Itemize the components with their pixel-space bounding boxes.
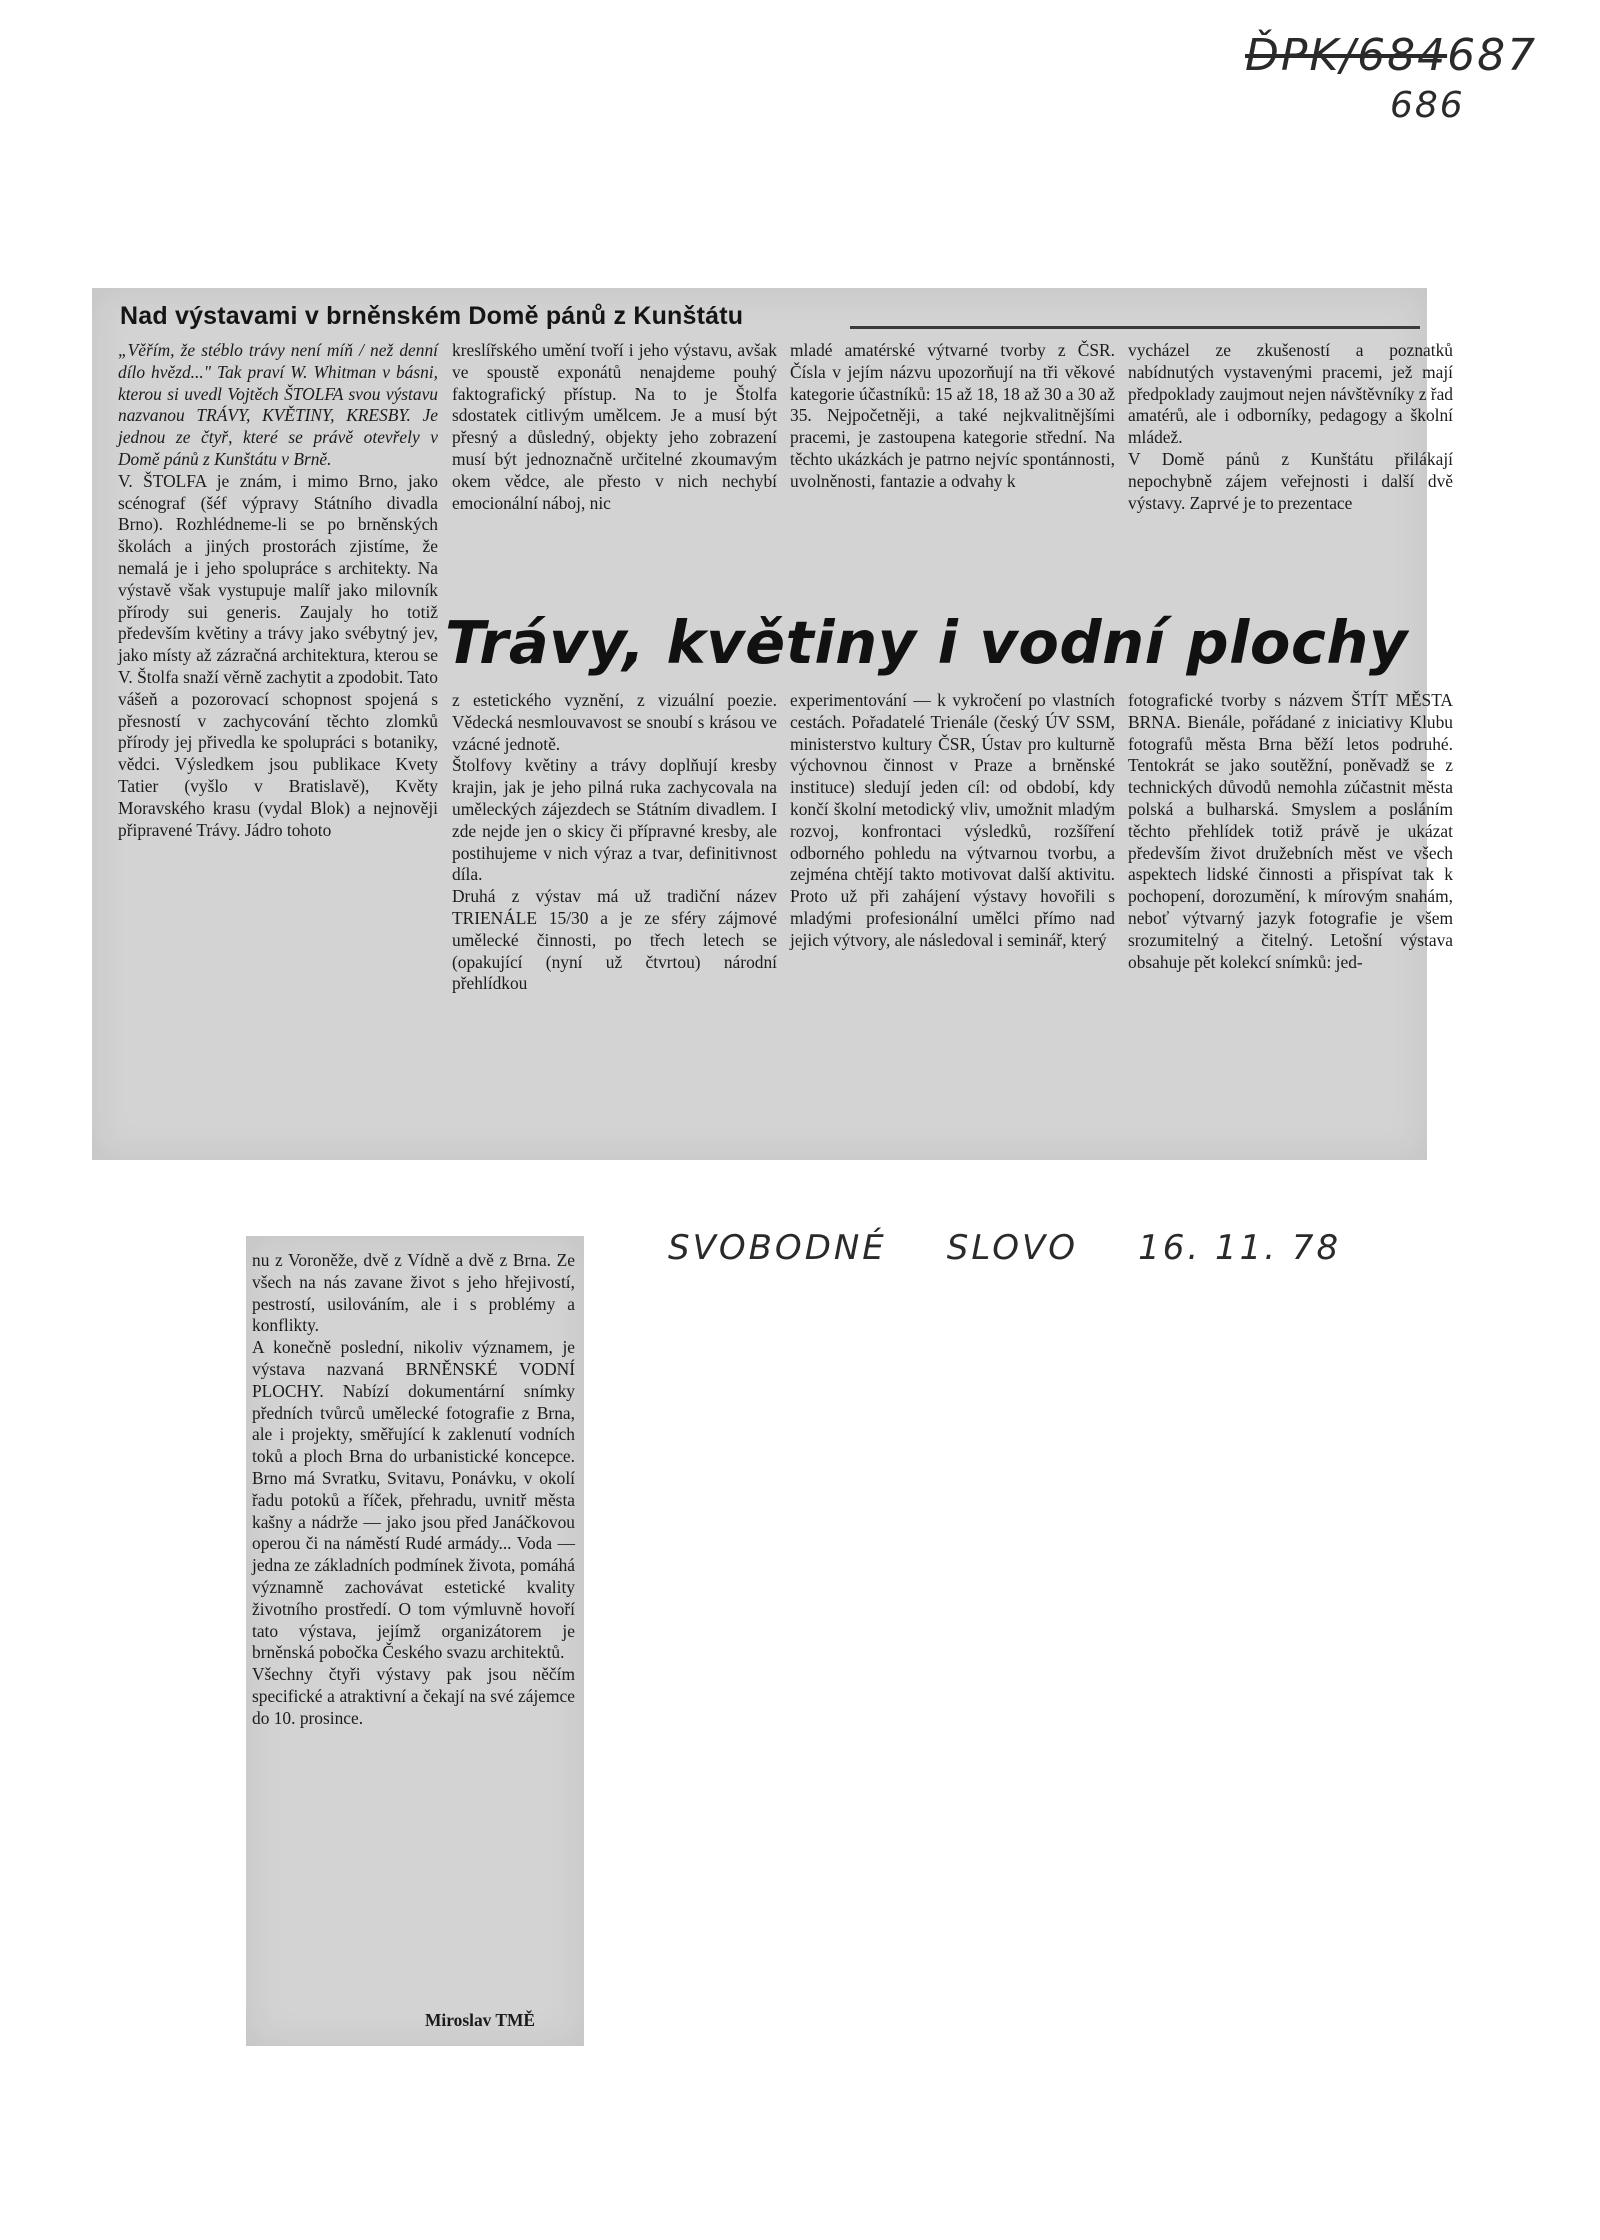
article-headline: Trávy, květiny i vodní plochy: [445, 608, 1408, 677]
archive-reference-number: 687: [1447, 30, 1538, 81]
kicker-rule: [850, 326, 1420, 329]
archive-reference-struck: ĎPK/684: [1245, 30, 1448, 81]
article-column-4-bottom: fotografické tvorby s názvem ŠTÍT MĚSTA BRNA. Bienále, pořádané z iniciativy Klubu fotografů města Brna běží letos podruhé. Tentokrát se jako soutěžní, poněvadž se z technických důvodů nemohla zúčastnit města polská a bulharská. Smyslem a posláním těchto přehlídek totiž právě je ukázat především život družebních měst ve všech aspektech lidské činnosti a přispívat tak k pochopení, dorozumění, k mírovým snahám, neboť výtvarný jazyk fotografie je všem srozumitelný a čitelný. Letošní výstava obsahuje pět kolekcí snímků: jed-: [1128, 690, 1453, 972]
archive-number-handwritten: 686: [1390, 85, 1465, 126]
article-column-continuation: nu z Voroněže, dvě z Vídně a dvě z Brna. Ze všech na nás zavane život s jeho hřejivostí, pestrostí, usilováním, ale i s problémy a konflikty. A konečně poslední, nikoliv významem, je výstava nazvaná BRNĚNSKÉ VODNÍ PLOCHY. Nabízí dokumentární snímky předních tvůrců umělecké fotografie z Brna, ale i projekty, směřující k zaklenutí vodních toků a ploch Brna do urbanistické koncepce. Brno má Svratku, Svitavu, Ponávku, v okolí řadu potoků a říček, přehradu, uvnitř města kašny a nádrže — jako jsou před Janáčkovou operou či na náměstí Rudé armády... Voda — jedna ze základních podmínek života, pomáhá významně zachovávat estetické kvality životního prostředí. O tom výmluvně hovoří tato výstava, jejímž organizátorem je brněnská pobočka Českého svazu architektů. Všechny čtyři výstavy pak jsou něčím specifické a atraktivní a čekají na své zájemce do 10. prosince.: [252, 1250, 575, 1728]
article-column-3-bottom: experimentování — k vykročení po vlastních cestách. Pořadatelé Trienále (český ÚV SSM, ministerstvo kultury ČSR, Ústav pro kulturně výchovnou činnost v Praze a brněnské instituce) sledují jeden cíl: od období, kdy končí školní metodický vliv, umožnit mladým rozvoj, konfrontaci výsledků, rozšíření odborného pohledu na výtvarnou tvorbu, a zejména chtějí takto motivovat další aktivitu. Proto už při zahájení výstavy hovořili s mladými profesionální umělci přímo nad jejich výtvory, ale následoval i seminář, který: [790, 690, 1115, 950]
article-column-4-top: vycházel ze zkušeností a poznatků nabídnutých vystavenými pracemi, jež mají předpoklady zaujmout nejen návštěvníky z řad amatérů, ale i odborníky, pedagogy a školní mládež. V Domě pánů z Kunštátu přilákají nepochybně zájem veřejnosti i další dvě výstavy. Zaprvé je to prezentace: [1128, 340, 1454, 513]
article-column-3-top: mladé amatérské výtvarné tvorby z ČSR. Čísla v jejím názvu upozorňují na tři věkové kategorie účastníků: 15 až 18, 18 až 30 a 30 až 35. Nejpočetněji, a také nejkvalitnějšími pracemi, je zastoupena kategorie střední. Na těchto ukázkách je patrno nejvíc spontánnosti, uvolněnosti, fantazie a odvahy k: [790, 340, 1115, 491]
article-byline: Miroslav TMĚ: [425, 2010, 535, 2030]
article-intro: „Věřím, že stéblo trávy není míň / než denní dílo hvězd..." Tak praví W. Whitman v básni, kterou si uvedl Vojtěch ŠTOLFA svou výstavu nazvanou TRÁVY, KVĚTINY, KRESBY. Je jednou ze čtyř, které se právě otevřely v Domě pánů z Kunštátu v Brně.: [118, 340, 438, 469]
source-paper-name-2: SLOVO: [946, 1228, 1079, 1268]
archive-reference-handwritten: [1245, 30, 1537, 81]
article-column-2-bottom: z estetického vyznění, z vizuální poezie. Vědecká nesmlouvavost se snoubí s krásou ve vzácné jednotě. Štolfovy květiny a trávy doplňují kresby krajin, jak je jeho pilná ruka zachycovala na uměleckých zájezdech se Státním divadlem. I zde nejde jen o skicy či přípravné kresby, ale postihujeme v nich výraz a tvar, definitivnost díla. Druhá z výstav má už tradiční název TRIENÁLE 15/30 a je ze sféry zájmové umělecké činnosti, po třech letech se (opakující (nyní už čtvrtou) národní přehlídkou: [452, 690, 777, 994]
article-kicker: Nad výstavami v brněnském Domě pánů z Kunštátu: [120, 302, 744, 330]
article-column-1-body: V. ŠTOLFA je znám, i mimo Brno, jako scénograf (šéf výpravy Státního divadla Brno). Rozhlédneme-li se po brněnských školách a jiných prostorách zjistíme, že nemalá je i jeho spolupráce s architekty. Na výstavě však vystupuje malíř jako milovník přírody sui generis. Zaujaly ho totiž především květiny a trávy jako svébytný jev, jako místy až zázračná architektura, kterou se V. Štolfa snaží věrně zachytit a zpodobit. Tato vášeň a pozorovací schopnost spojená s přesností v zachycování těchto zlomků přírody jej přivedla ke spolupráci s botaniky, vědci. Výsledkem jsou publikace Kvety Tatier (vyšlo v Bratislavě), Květy Moravského krasu (vydal Blok) a nejnověji připravené Trávy. Jádro tohoto: [118, 470, 438, 840]
article-column-2-top: kreslířského umění tvoří i jeho výstavu, avšak ve spoustě exponátů nenajdeme pouhý faktografický přístup. Na to je Štolfa sdostatek citlivým umělcem. Je a musí být přesný a důsledný, objekty jeho zobrazení musí být jednoznačně určitelné zkoumavým okem vědce, ale přesto v nich nechybí emocionální náboj, nic: [452, 340, 777, 513]
source-note-handwritten: [668, 1228, 1401, 1268]
source-paper-name-1: SVOBODNÉ: [668, 1228, 887, 1268]
article-column-1: [118, 340, 438, 841]
source-date: 16. 11. 78: [1138, 1228, 1342, 1268]
